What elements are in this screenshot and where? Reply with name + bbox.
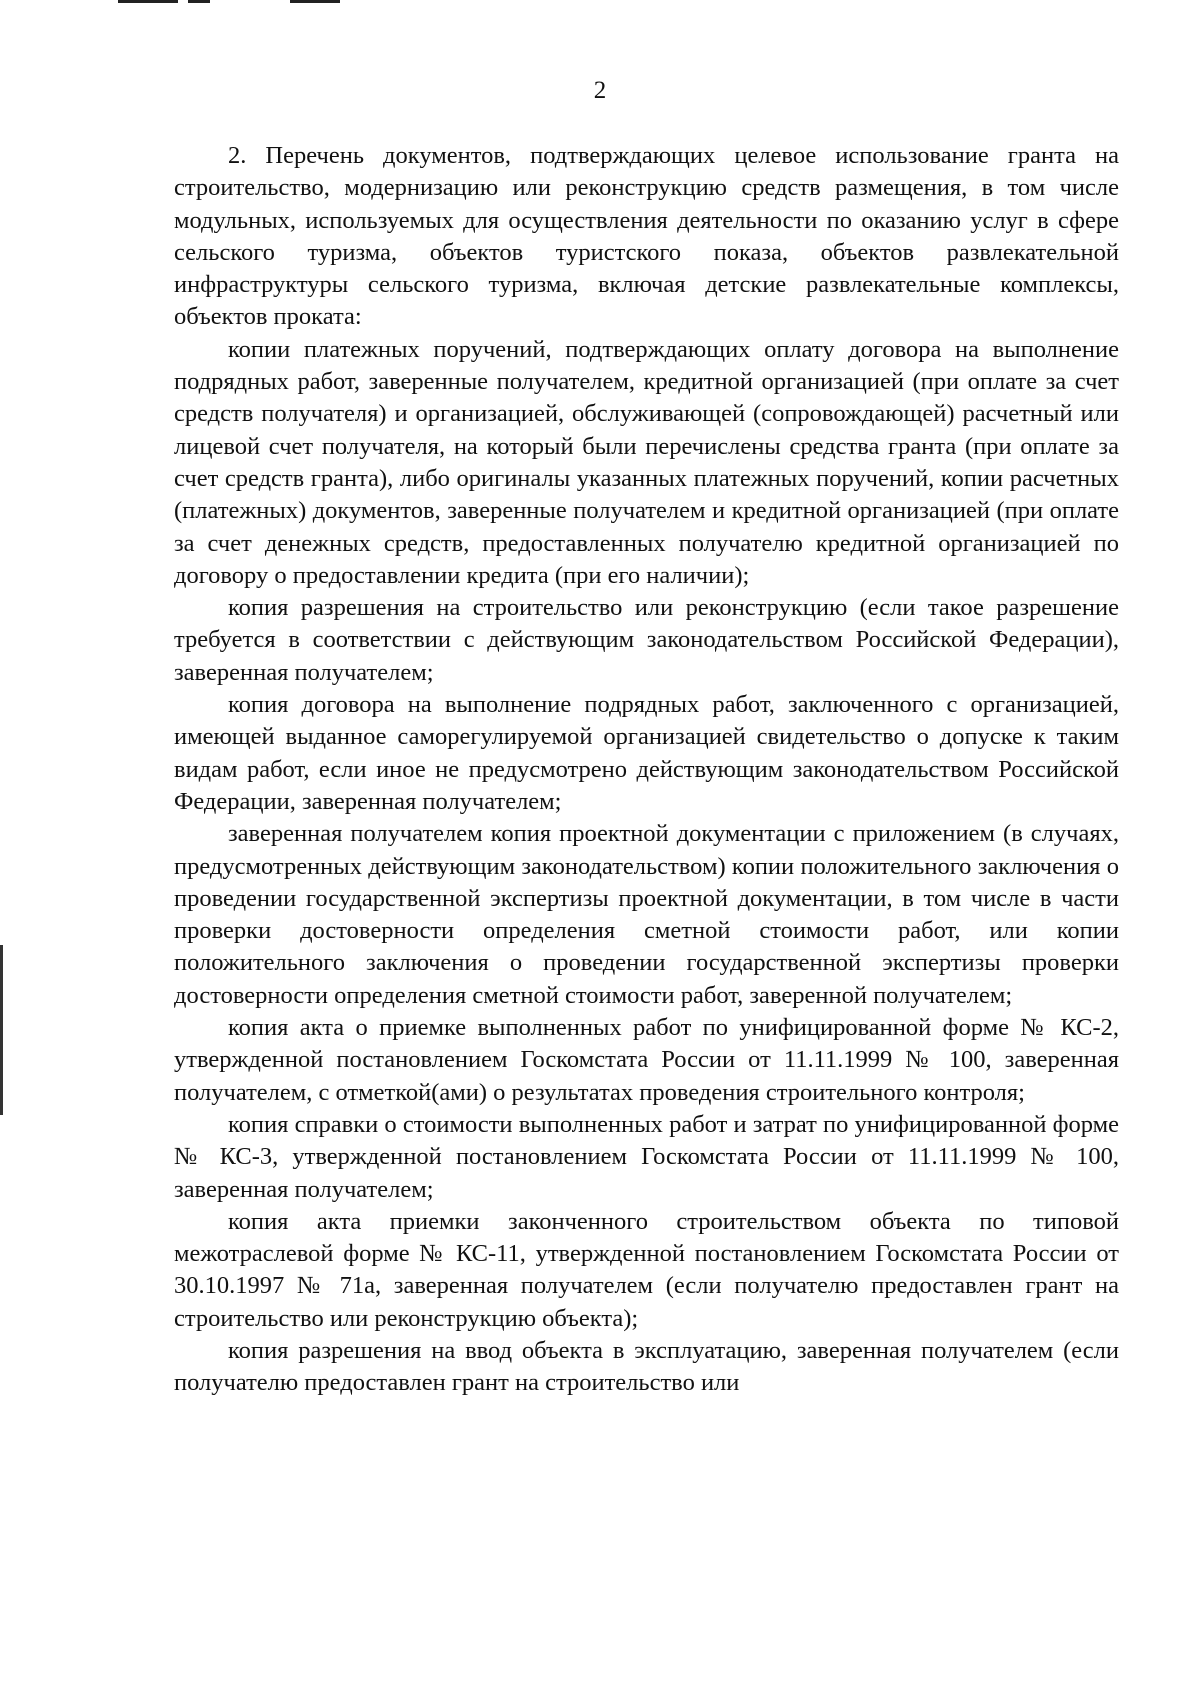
intro-paragraph: 2. Перечень документов, подтверждающих целевое использование гранта на строительство, модернизацию или реконструкцию средств размещения, в том числе модульных, используемых для осуществления деятельности по оказанию услуг в сфере сельского туризма, объектов туристского показа, объектов развлекательной инфраструктуры сельского туризма, включая детские развлекательные комплексы, объектов проката: bbox=[174, 142, 1119, 331]
list-item: копии платежных поручений, подтверждающих оплату договора на выполнение подрядных работ, заверенные получателем, кредитной организацией (при оплате за счет средств получателя) и организацией, обслуживающей (сопровождающей) расчетный или лицевой счет получателя, на который были перечислены средства гранта (при оплате за счет средств гранта), либо оригиналы указанных платежных поручений, копии расчетных (платежных) документов, заверенные получателем и кредитной организацией (при оплате за счет денежных средств, предоставленных получателю кредитной организацией по договору о предоставлении кредита (при его наличии); bbox=[174, 335, 1119, 589]
page-number: 2 bbox=[593, 77, 607, 104]
list-item: копия справки о стоимости выполненных работ и затрат по унифицированной форме № КС-3, утвержденной постановлением Госкомстата России от 11.11.1999 № 100, заверенная получателем; bbox=[174, 1110, 1119, 1203]
list-item: копия акта о приемке выполненных работ по унифицированной форме № КС-2, утвержденной постановлением Госкомстата России от 11.11.1999 № 100, заверенная получателем, с отметкой(ами) о результатах проведения строительного контроля; bbox=[174, 1014, 1119, 1106]
scan-left-edge bbox=[0, 945, 3, 1115]
scan-artifact-mark bbox=[188, 0, 210, 3]
list-item: копия разрешения на ввод объекта в эксплуатацию, заверенная получателем (если получателю предоставлен грант на строительство или bbox=[174, 1336, 1119, 1397]
scan-artifact-mark bbox=[290, 0, 340, 3]
document-body bbox=[174, 140, 1119, 1400]
scan-artifact-mark bbox=[118, 0, 178, 3]
list-item: копия акта приемки законченного строительством объекта по типовой межотраслевой форме № КС-11, утвержденной постановлением Госкомстата России от 30.10.1997 № 71а, заверенная получателем (если получателю предоставлен грант на строительство или реконструкцию объекта); bbox=[174, 1207, 1119, 1332]
list-item: заверенная получателем копия проектной документации с приложением (в случаях, предусмотренных действующим законодательством) копии положительного заключения о проведении государственной экспертизы проектной документации, в том числе в части проверки достоверности определения сметной стоимости работ, или копии положительного заключения о проведении государственной экспертизы проверки достоверности определения сметной стоимости работ, заверенной получателем; bbox=[174, 820, 1119, 1009]
list-item: копия разрешения на строительство или реконструкцию (если такое разрешение требуется в соответствии с действующим законодательством Российской Федерации), заверенная получателем; bbox=[174, 594, 1119, 686]
list-item: копия договора на выполнение подрядных работ, заключенного с организацией, имеющей выданное саморегулируемой организацией свидетельство о допуске к таким видам работ, если иное не предусмотрено действующим законодательством Российской Федерации, заверенная получателем; bbox=[174, 691, 1119, 815]
